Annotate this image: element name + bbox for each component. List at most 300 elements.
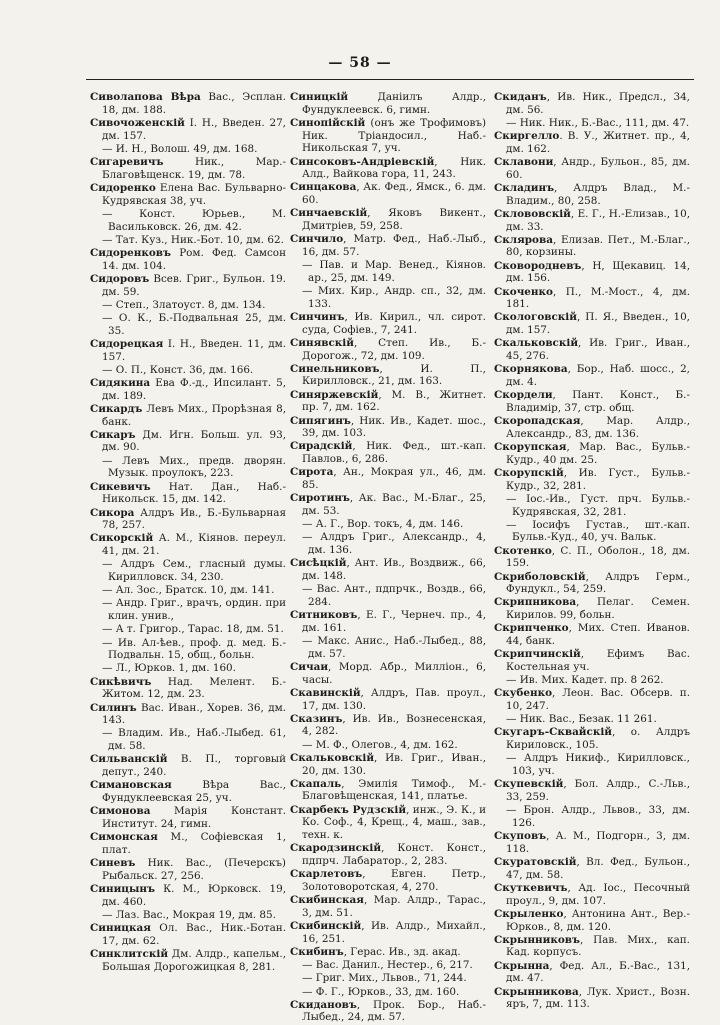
entry-surname: Скоченко <box>494 285 553 298</box>
entry-surname: Скрынна <box>494 959 550 972</box>
entry-surname: Скуповъ <box>494 830 547 843</box>
directory-entry <box>494 311 690 336</box>
directory-entry <box>90 662 286 675</box>
entry-surname: Сикардъ <box>90 402 143 415</box>
header-rule <box>86 79 694 80</box>
entry-surname: Сикора <box>90 506 135 519</box>
directory-entry <box>494 415 690 440</box>
entry-details: , Ив. Алдр., Михайл., 16, 251. <box>302 920 486 945</box>
entry-surname: Скубенко <box>494 687 553 700</box>
entry-details: , о. Алдръ Кириловск., 105. <box>506 726 690 752</box>
directory-entry <box>90 364 286 377</box>
entry-details: — Григ. Мих., Львов., 71, 244. <box>302 972 467 985</box>
directory-entry <box>494 389 690 414</box>
entry-surname: Скрипникова <box>494 596 577 609</box>
entry-surname: Синсоковъ-Андріевскій <box>290 155 435 168</box>
entry-surname: Синчило <box>290 233 344 246</box>
directory-entry <box>90 429 286 454</box>
entry-details: Дм. Игн. Больш. ул. 93, дм. 90. <box>102 428 286 454</box>
entry-details: — Левъ Мих., предв. дворян. Музык. проулокъ, 223. <box>102 454 286 480</box>
directory-entry <box>290 868 486 893</box>
entry-surname: Складинъ <box>494 181 555 194</box>
entry-surname: Сковородневъ <box>494 259 582 272</box>
entry-surname: Скарбекъ Рудзскій <box>290 803 407 816</box>
directory-entry <box>90 299 286 312</box>
entry-surname: Скальковскій <box>494 337 579 350</box>
directory-entry <box>494 713 690 726</box>
entry-details: Вас., Эсплан. 18, дм. 188. <box>102 91 286 116</box>
entry-details: , Леон. Вас. Обсерв. п. 10, 247. <box>506 687 690 713</box>
entry-surname: Синявскій <box>290 336 354 349</box>
entry-details: , Ив. Густ., Бульв.-Кудр., 32, 281. <box>506 466 690 492</box>
directory-entry <box>290 804 486 842</box>
entry-details: , Ефимъ Вас. Костельная уч. <box>506 648 690 673</box>
directory-entry <box>494 441 690 466</box>
entry-details: , Ник. Алд., Вайкова гора, 11, 243. <box>302 155 486 181</box>
directory-entry <box>494 208 690 233</box>
entry-details: — Алдръ Григ., Александр., 4, дм. 136. <box>302 531 486 557</box>
entry-surname: Сикорскій <box>90 532 154 545</box>
directory-entry <box>90 91 286 116</box>
directory-entry <box>494 571 690 596</box>
directory-entry <box>494 130 690 155</box>
directory-entry <box>290 946 486 959</box>
entry-surname: Скидановъ <box>290 998 357 1011</box>
entry-surname: Сисѣцкій <box>290 557 347 570</box>
directory-entry <box>494 687 690 712</box>
directory-entry <box>290 415 486 440</box>
directory-entry <box>494 648 690 673</box>
directory-entry <box>90 597 286 622</box>
entry-surname: Скорупская <box>494 440 567 453</box>
entry-surname: Симонская <box>90 831 158 844</box>
entry-details: , Елизав. Пет., М.-Благ., 80, корзины. <box>506 233 690 259</box>
entry-details: А. М., Кіянов. переул. 41, дм. 21. <box>102 532 286 558</box>
entry-details: , Ант. Ив., Воздвиж., 66, дм. 148. <box>302 557 486 583</box>
entry-surname: Скрынникова <box>494 985 579 998</box>
entry-details: Алдръ Ив., Б.-Бульварная 78, 257. <box>102 506 286 532</box>
directory-entry <box>494 467 690 492</box>
directory-entry <box>290 91 486 116</box>
entry-surname: Синицкій <box>290 91 349 103</box>
entry-surname: Скародзинскій <box>290 842 382 855</box>
entry-surname: Сичаи <box>290 660 329 673</box>
entry-surname: Симановская <box>90 779 172 792</box>
directory-entry <box>90 338 286 363</box>
entry-surname: Скиданъ <box>494 91 547 103</box>
directory-entry <box>494 908 690 933</box>
entry-details: , Пав. Мих., кап. Кад. корпусъ. <box>506 933 690 959</box>
entry-details: — Мих. Кир., Андр. сп., 32, дм. 133. <box>302 285 486 310</box>
directory-entry <box>90 182 286 207</box>
entry-surname: Скапаль <box>290 777 342 790</box>
entry-details: — Ив. Ал-ѣев., проф. д. мед. Б.-Подвальн. 15, общ., больн. <box>102 636 286 662</box>
entry-surname: Скрипчинскій <box>494 648 581 661</box>
entry-surname: Склововскій <box>494 207 571 220</box>
entry-details: Даніилъ Алдр., Фундуклеевск. 6, гимн. <box>302 91 486 116</box>
entry-surname: Синопійскій <box>290 116 366 129</box>
entry-details: , Бол. Алдр., С.-Льв., 33, 259. <box>506 778 690 803</box>
directory-entry <box>290 583 486 608</box>
directory-entry <box>494 960 690 985</box>
entry-details: , Степ. Ив., Б.-Дорогож., 72, дм. 109. <box>302 336 486 362</box>
entry-surname: Синчинъ <box>290 310 345 323</box>
entry-details: — Іосифъ Густав., шт.-кап. Бульв.-Куд., 40, уч. Вальк. <box>506 518 690 544</box>
directory-entry <box>290 609 486 634</box>
entry-details: , Мих. Степ. Иванов. 44, банк. <box>506 622 690 648</box>
entry-details: — Алдръ Никиф., Кирилловск., 103, уч. <box>506 752 690 778</box>
entry-surname: Скрипченко <box>494 622 569 635</box>
entry-details: , Ив. Ник., Предсл., 34, дм. 56. <box>506 91 690 116</box>
directory-entry <box>494 493 690 518</box>
directory-entry <box>290 661 486 686</box>
entry-details: , Н, Щекавиц. 14, дм. 156. <box>506 259 690 285</box>
directory-entry <box>290 117 486 155</box>
directory-entry <box>494 337 690 362</box>
entry-surname: Сидоровъ <box>90 272 150 285</box>
entry-surname: Скологовскій <box>494 311 577 324</box>
entry-details: Елена Вас. Бульварно-Кудрявская 38, уч. <box>102 181 286 207</box>
entry-surname: Скордели <box>494 389 553 402</box>
entry-details: , П. Я., Введен., 10, дм. 157. <box>506 311 690 337</box>
directory-entry <box>290 687 486 712</box>
entry-surname: Сикѣвичъ <box>90 675 152 688</box>
directory-entry <box>290 207 486 232</box>
entry-details: , Ив. Григ., Иван., 45, 276. <box>506 337 690 363</box>
directory-entry <box>494 363 690 388</box>
entry-details: , М. В., Житнет. пр. 7, дм. 162. <box>302 388 486 414</box>
entry-surname: Скупевскій <box>494 778 564 791</box>
entry-surname: Скибинъ <box>290 945 344 958</box>
entry-details: — О. П., Конст. 36, дм. 166. <box>102 363 254 376</box>
directory-entry <box>90 922 286 947</box>
directory-entry <box>290 739 486 752</box>
entry-details: , Бор., Наб. шосс., 2, дм. 4. <box>506 363 690 388</box>
entry-details: , Морд. Абр., Милліон., 6, часы. <box>302 660 486 686</box>
entry-details: — Владим. Ив., Наб.-Лыбед. 61, дм. 58. <box>102 727 286 753</box>
entry-surname: Сильванскій <box>90 753 168 766</box>
entry-details: — Ник. Вас., Безак. 11 261. <box>506 713 657 726</box>
entry-details: Над. Мелент. Б.-Житом. 12, дм. 23. <box>102 675 286 701</box>
entry-details: , П., М.-Мост., 4, дм. 181. <box>506 285 690 311</box>
directory-entry <box>90 117 286 142</box>
directory-entry <box>290 492 486 517</box>
directory-entry <box>290 778 486 803</box>
entry-surname: Скавинскій <box>290 686 361 699</box>
entry-details: Марія Констант. Институт. 24, гимн. <box>102 805 286 830</box>
directory-entry <box>290 972 486 985</box>
directory-entry <box>90 857 286 882</box>
entry-surname: Склавони <box>494 156 554 169</box>
entry-surname: Скуткевичъ <box>494 881 568 894</box>
entry-surname: Сидоренко <box>90 181 156 194</box>
directory-entry <box>290 920 486 945</box>
entry-details: — Ив. Мих. Кадет. пр. 8 262. <box>506 674 664 687</box>
entry-surname: Силинъ <box>90 701 137 714</box>
entry-details: , А. М., Подгорн., 3, дм. 118. <box>506 830 690 855</box>
entry-surname: Скоропадская <box>494 415 581 428</box>
entry-details: Дм. Алдр., капельм., Большая Дорогожицкая 8, 281. <box>102 947 286 973</box>
entry-details: — Іос.-Ив., Густ. прч. Бульв.-Кудрявская, 32, 281. <box>506 492 690 518</box>
entry-surname: Ситниковъ <box>290 609 358 622</box>
directory-entry <box>494 804 690 829</box>
entry-details: , Алдръ, Пав. проул., 17, дм. 130. <box>302 686 486 712</box>
entry-details: , Ад. Іос., Песочный проул., 9, дм. 107. <box>506 881 690 907</box>
directory-entry <box>90 727 286 752</box>
entry-details: Вѣра Вас., Фундуклеевская 25, уч. <box>102 779 286 804</box>
entry-details: — Андр. Григ., врачъ, ордин. при клин. унив., <box>102 597 286 623</box>
entry-details: , Конст. Конст., пдпрч. Лабаратор., 2, 283. <box>302 842 486 867</box>
entry-surname: Синклитскій <box>90 947 169 960</box>
directory-entry <box>494 182 690 207</box>
entry-details: , Пелаг. Семен. Кирилов. 99, больн. <box>506 596 690 622</box>
entry-details: , Ив. Ив., Вознесенская, 4, 282. <box>302 712 486 738</box>
directory-entry <box>290 363 486 388</box>
entry-surname: Сипягинъ <box>290 414 351 427</box>
entry-surname: Скрыленко <box>494 907 564 920</box>
entry-surname: Сигаревичъ <box>90 156 164 169</box>
directory-entry <box>290 466 486 491</box>
entry-details: Ник., Мар.-Благовѣщенск. 19, дм. 78. <box>102 156 286 181</box>
entry-surname: Синцакова <box>290 181 357 194</box>
entry-surname: Скриболовскій <box>494 570 586 583</box>
entry-details: — Ник. Ник., Б.-Вас., 111, дм. 47. <box>506 116 690 129</box>
directory-entry <box>494 519 690 544</box>
entry-details: М., Софіевская 1, плат. <box>102 831 286 856</box>
entry-details: , Ив. Григ., Иван., 20, дм. 130. <box>302 751 486 777</box>
directory-entry <box>494 674 690 687</box>
entry-details: , Ив. Кирил., чл. сирот. суда, Софіев., 7, 241. <box>302 310 486 336</box>
entry-details: — Тат. Куз., Ник.-Бот. 10, дм. 62. <box>102 233 284 246</box>
entry-details: , Ак. Фед., Ямск., 6. дм. 60. <box>302 181 486 207</box>
directory-entry <box>290 713 486 738</box>
entry-details: Нат. Дан., Наб.-Никольск. 15, дм. 142. <box>102 480 286 506</box>
entry-surname: Сказинъ <box>290 712 343 725</box>
directory-entry <box>494 882 690 907</box>
entry-details: , Мар. Алдр., Александр., 83, дм. 136. <box>506 415 690 440</box>
entry-surname: Сиволапова Вѣра <box>90 91 201 103</box>
entry-surname: Скугаръ-Сквайскій <box>494 726 612 739</box>
directory-entry <box>290 999 486 1024</box>
entry-surname: Скиргелло <box>494 130 560 143</box>
directory-entry <box>494 286 690 311</box>
entry-details: — Конст. Юрьев., М. Васильковск. 26, дм. 42. <box>102 207 286 233</box>
entry-surname: Сивочоженскій <box>90 116 185 129</box>
directory-entry <box>290 986 486 999</box>
directory-entry <box>290 635 486 660</box>
directory-entry <box>290 259 486 284</box>
entry-surname: Склярова <box>494 233 553 246</box>
directory-entry <box>290 156 486 181</box>
entry-surname: Скальковскій <box>290 751 375 764</box>
entry-surname: Сидорецкая <box>90 337 164 350</box>
entry-details: Ева Ф.-д., Ипсилант. 5, дм. 189. <box>102 376 286 402</box>
entry-details: , Яковъ Викент., Дмитріев, 59, 258. <box>302 207 486 233</box>
entry-details: , Евген. Петр., Золотоворотская, 4, 270. <box>302 868 486 893</box>
entry-details: , Пант. Конст., Б.-Владимір, 37, стр. общ. <box>506 389 690 414</box>
entry-details: Ром. Фед. Самсон 14. дм. 104. <box>102 246 286 272</box>
entry-details: , Алдръ Влад., М.-Владим., 80, 258. <box>506 181 690 207</box>
entry-details: — Вас. Данил., Нестер., 6, 217. <box>302 959 473 972</box>
directory-entry <box>494 156 690 181</box>
directory-entry <box>90 403 286 428</box>
entry-details: , Мар. Вас., Бульв.-Кудр., 40 дм. 25. <box>506 440 690 466</box>
directory-entry <box>290 233 486 258</box>
directory-entry <box>90 623 286 636</box>
directory-entry <box>494 91 690 116</box>
directory-entry <box>494 726 690 751</box>
directory-entry <box>290 311 486 336</box>
directory-entry <box>90 273 286 298</box>
entry-details: , инж., Э. К., и Ко. Соф., 4, Крещ., 4, маш., зав., техн. к. <box>302 803 486 842</box>
entry-surname: Скибинская <box>290 894 364 907</box>
entry-surname: Синевъ <box>90 856 136 869</box>
directory-entry <box>290 389 486 414</box>
entry-surname: Синяржевскій <box>290 388 379 401</box>
directory-entry <box>90 377 286 402</box>
entry-details: , Мар. Алдр., Тарас., 3, дм. 51. <box>302 894 486 919</box>
directory-entry <box>90 143 286 156</box>
entry-details: — Ф. Г., Юрков., 33, дм. 160. <box>302 985 460 998</box>
entry-details: — А т. Григор., Тарас. 18, дм. 51. <box>102 623 284 636</box>
directory-entry <box>494 545 690 570</box>
entry-surname: Симонова <box>90 805 151 818</box>
directory-entry <box>90 234 286 247</box>
entry-details: , Андр., Бульон., 85, дм. 60. <box>506 156 690 181</box>
directory-entry <box>90 532 286 557</box>
column-2 <box>290 91 486 1025</box>
entry-details: , Матр. Фед., Наб.-Лыб., 16, дм. 57. <box>302 233 486 258</box>
directory-entry <box>90 481 286 506</box>
entry-details: — А. Г., Вор. токъ, 4, дм. 146. <box>302 518 464 531</box>
entry-details: — О. К., Б.-Подвальная 25, дм. 35. <box>102 311 286 337</box>
column-3 <box>494 91 690 1011</box>
page-number: — 58 — <box>328 55 392 71</box>
entry-details: , И. П., Кирилловск., 21, дм. 163. <box>302 362 486 388</box>
entry-details: — Л., Юрков. 1, дм. 160. <box>102 662 236 675</box>
directory-entry <box>90 909 286 922</box>
entry-surname: Скотенко <box>494 544 552 557</box>
directory-entry <box>494 234 690 259</box>
directory-entry <box>494 778 690 803</box>
entry-details: , Лук. Христ., Возн. яръ, 7, дм. 113. <box>506 985 690 1011</box>
entry-surname: Сиротинъ <box>290 492 350 505</box>
entry-details: В. П., торговый депут., 240. <box>102 753 286 779</box>
entry-details: — Пав. и Мар. Венед., Кіянов. ар., 25, дм. 149. <box>302 259 486 284</box>
entry-surname: Скибинскій <box>290 920 362 932</box>
directory-entry <box>290 557 486 582</box>
directory-entry <box>90 247 286 272</box>
entry-details: , Ан., Мокрая ул., 46, дм. 85. <box>302 466 486 492</box>
entry-details: , Е. Г., Чернеч. пр., 4, дм. 161. <box>302 609 486 634</box>
entry-surname: Сирадскій <box>290 440 353 453</box>
directory-entry <box>494 830 690 855</box>
entry-surname: Скарлетовъ <box>290 868 363 881</box>
directory-entry <box>494 596 690 621</box>
directory-entry <box>90 948 286 973</box>
entry-details: — Брон. Алдр., Львов., 33, дм. 126. <box>506 804 690 829</box>
directory-entry <box>90 753 286 778</box>
directory-entry <box>290 285 486 310</box>
entry-details: , Эмилія Тимоф., М.-Благовѣщенская, 141, платье. <box>302 777 486 803</box>
entry-details: , Алдръ Герм., Фундукл., 54, 259. <box>506 570 690 596</box>
directory-entry <box>290 181 486 206</box>
directory-entry <box>494 752 690 777</box>
directory-entry <box>90 883 286 908</box>
directory-entry <box>90 584 286 597</box>
entry-details: — Алдръ Сем., гласный думы. Кирилловск. 34, 230. <box>102 558 286 584</box>
entry-details: — И. Н., Волош. 49, дм. 168. <box>102 142 258 155</box>
directory-entry <box>494 856 690 881</box>
entry-details: І. Н., Введен. 27, дм. 157. <box>102 116 286 142</box>
directory-entry <box>494 260 690 285</box>
entry-details: — Степ., Златоуст. 8, дм. 134. <box>102 298 266 311</box>
entry-surname: Сидоренковъ <box>90 246 171 259</box>
directory-entry <box>290 518 486 531</box>
directory-entry <box>90 558 286 583</box>
entry-surname: Синицынъ <box>90 882 155 895</box>
entry-surname: Сидякина <box>90 376 151 389</box>
directory-entry <box>290 959 486 972</box>
entry-surname: Скорупскій <box>494 466 564 479</box>
directory-entry <box>90 702 286 727</box>
entry-surname: Сикаръ <box>90 428 136 441</box>
entry-details: Вас. Иван., Хорев. 36, дм. 143. <box>102 701 286 727</box>
directory-entry <box>290 752 486 777</box>
directory-entry <box>494 986 690 1011</box>
entry-details: , Вл. Фед., Бульон., 47, дм. 58. <box>506 855 690 881</box>
entry-surname: Сикевичъ <box>90 480 151 493</box>
entry-surname: Синчаевскій <box>290 207 368 220</box>
directory-entry <box>90 831 286 856</box>
entry-details: , Ак. Вас., М.-Благ., 25, дм. 53. <box>302 492 486 517</box>
directory-entry <box>90 637 286 662</box>
directory-entry <box>90 208 286 233</box>
directory-entry <box>90 676 286 701</box>
entry-details: — Вас. Ант., пдпрчк., Воздв., 66, 284. <box>302 583 486 608</box>
entry-details: — М. Ф., Олегов., 4, дм. 162. <box>302 738 458 751</box>
directory-entry <box>90 156 286 181</box>
directory-entry <box>494 622 690 647</box>
entry-details: . В. У., Житнет. пр., 4, дм. 162. <box>506 130 690 155</box>
entry-details: Ол. Вас., Ник.-Ботан. 17, дм. 62. <box>102 922 286 947</box>
entry-details: , Фед. Ал., Б.-Вас., 131, дм. 47. <box>506 959 690 985</box>
entry-details: , Ник. Ив., Кадет. шос., 39, дм. 103. <box>302 414 486 440</box>
entry-details: Ник. Вас., (Печерскъ) Рыбальск. 27, 256. <box>102 856 286 882</box>
directory-entry <box>90 312 286 337</box>
entry-details: , Антонина Ант., Вер.-Юрков., 8, дм. 120. <box>506 907 690 933</box>
entry-details: , Прок. Бор., Наб.-Лыбед., 24, дм. 57. <box>302 998 486 1024</box>
entry-details: , С. П., Оболон., 18, дм. 159. <box>506 544 690 570</box>
entry-details: — Макс. Анис., Наб.-Лыбед., 88, дм. 57. <box>302 635 486 660</box>
entry-details: Левъ Мих., Прорѣзная 8, банк. <box>102 402 286 428</box>
directory-entry <box>290 894 486 919</box>
directory-entry <box>290 337 486 362</box>
entry-surname: Синельниковъ <box>290 362 380 375</box>
entry-surname: Сирота <box>290 466 334 479</box>
column-1 <box>90 91 286 974</box>
directory-entry <box>494 117 690 130</box>
entry-details: — Лаз. Вас., Мокрая 19, дм. 85. <box>102 908 276 921</box>
entry-details: І. Н., Введен. 11, дм. 157. <box>102 337 286 363</box>
directory-entry <box>90 779 286 804</box>
entry-surname: Скуратовскій <box>494 855 577 868</box>
directory-entry <box>90 805 286 830</box>
entry-details: , Ник. Фед., шт.-кап. Павлов., 6, 286. <box>302 440 486 466</box>
entry-surname: Скрынниковъ <box>494 933 580 946</box>
directory-entry <box>290 842 486 867</box>
entry-details: — Ал. Зос., Братск. 10, дм. 141. <box>102 584 275 597</box>
